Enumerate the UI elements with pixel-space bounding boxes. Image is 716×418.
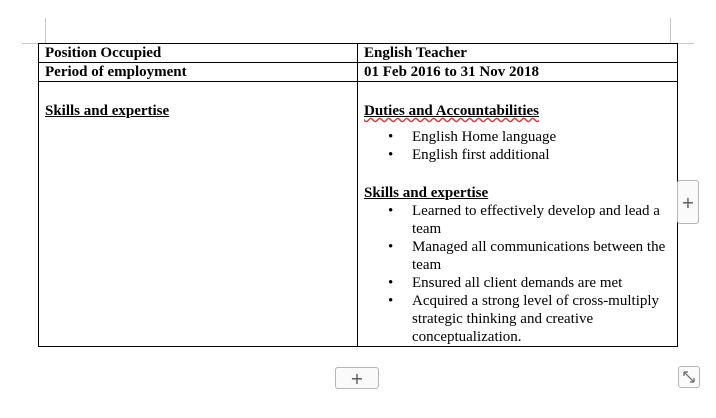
position-label: Position Occupied: [45, 45, 162, 61]
list-item: • Ensured all client demands are met: [412, 274, 671, 292]
plus-icon: +: [350, 368, 364, 388]
add-column-button[interactable]: [677, 180, 699, 224]
table-row: [39, 63, 678, 82]
list-item: • Managed all communications between the team: [412, 238, 671, 274]
duties-heading: [364, 103, 539, 119]
duties-list: [364, 128, 671, 164]
list-item: • English Home language: [412, 128, 671, 146]
table-row: [39, 44, 678, 63]
table-resize-handle[interactable]: [678, 366, 700, 388]
spacer: [364, 82, 671, 102]
spacer: [45, 82, 351, 102]
right-skills-heading: Skills and expertise: [364, 185, 489, 201]
list-item: • English first additional: [412, 146, 671, 164]
plus-icon: +: [681, 192, 695, 212]
position-value: English Teacher: [364, 45, 467, 61]
duties-heading-text: Duties and Accountabilities: [364, 103, 540, 119]
table-cell[interactable]: [39, 82, 358, 347]
resize-diagonal-icon: [682, 370, 696, 384]
table-cell[interactable]: [358, 82, 678, 347]
table-cell[interactable]: [358, 44, 678, 63]
page-margin-marker-left: [45, 18, 46, 44]
table-row: [39, 82, 678, 347]
table-cell[interactable]: [358, 63, 678, 82]
list-item: • Acquired a strong level of cross-multiply strategic thinking and creative conceptualization.: [412, 292, 671, 346]
spacer: [364, 164, 671, 184]
skills-list: [364, 202, 671, 346]
table-cell[interactable]: [39, 44, 358, 63]
left-skills-heading: Skills and expertise: [45, 103, 170, 119]
employment-table[interactable]: [38, 43, 678, 347]
add-row-button[interactable]: [335, 367, 379, 389]
table-cell[interactable]: [39, 63, 358, 82]
period-value: 01 Feb 2016 to 31 Nov 2018: [364, 64, 539, 80]
period-label: Period of employment: [45, 64, 187, 80]
list-item: • Learned to effectively develop and lead a team: [412, 202, 671, 238]
page-margin-marker-right: [670, 18, 671, 44]
